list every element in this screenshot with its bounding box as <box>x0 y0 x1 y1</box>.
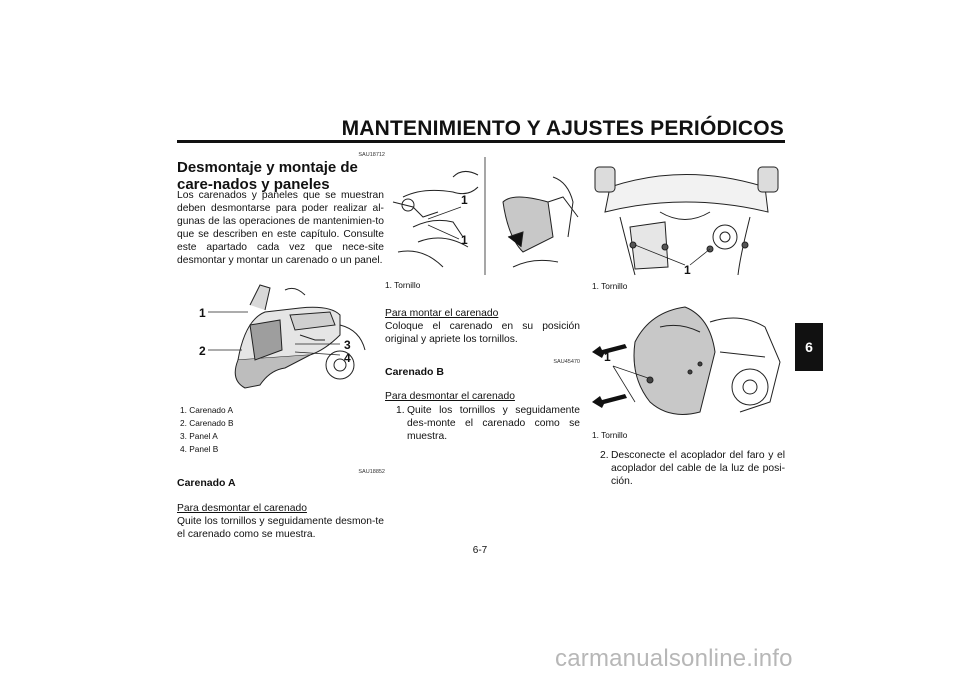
figure-callout: 1 <box>199 306 206 320</box>
step-number: 1. <box>396 405 405 416</box>
header-rule <box>177 140 785 143</box>
procedure-title: Para montar el carenado <box>385 308 499 319</box>
sub-heading: Carenado B <box>385 366 444 378</box>
figure-callout: 3 <box>344 338 351 352</box>
section-code: SAU18852 <box>358 469 385 475</box>
handlebar-figure <box>383 157 583 277</box>
chapter-tab: 6 <box>795 323 823 371</box>
watermark: carmanualsonline.info <box>555 645 793 672</box>
figure-callout: 1 <box>684 263 691 277</box>
figure-caption: 1. Tornillo <box>385 280 421 290</box>
step-text: Quite los tornillos y seguidamente des-monte el carenado como se muestra. <box>407 405 580 443</box>
intro-paragraph: Los carenados y paneles que se muestran deben desmontarse para poder realizar al-gunas de las operaciones de mantenimien-to que se describen en este capítulo. Consulte este apartado cada vez que nece-site desmontar y montar un carenado o un panel. <box>177 190 384 267</box>
figure-callout: 4 <box>344 351 351 365</box>
procedure-text: Coloque el carenado en su posición original y apriete los tornillos. <box>385 321 580 346</box>
figure-callout: 2 <box>199 344 206 358</box>
caption-item: 2. Carenado B <box>180 418 234 428</box>
sub-heading: Carenado A <box>177 477 236 489</box>
step-text: Desconecte el acoplador del faro y el acoplador del cable de la luz de posi-ción. <box>611 450 785 488</box>
figure-callout: 1 <box>461 233 468 247</box>
caption-item: 3. Panel A <box>180 431 218 441</box>
step-item <box>396 404 580 443</box>
step-number: 2. <box>600 450 609 461</box>
figure-caption: 1. Tornillo <box>592 281 628 291</box>
step-item <box>600 449 785 488</box>
front-cowl-figure <box>590 302 785 422</box>
section-heading: Desmontaje y montaje de care-nados y paneles <box>177 159 358 193</box>
page-title: MANTENIMIENTO Y AJUSTES PERIÓDICOS <box>341 117 784 140</box>
section-code: SAU45470 <box>553 359 580 365</box>
procedure-title: Para desmontar el carenado <box>385 391 515 402</box>
caption-item: 1. Carenado A <box>180 405 234 415</box>
figure-callout: 1 <box>461 193 468 207</box>
figure-callout: 1 <box>604 350 611 364</box>
figure-captions <box>180 404 234 456</box>
caption-item: 4. Panel B <box>180 444 219 454</box>
scooter-figure <box>190 280 380 390</box>
page-number: 6-7 <box>472 545 488 556</box>
procedure-text: Quite los tornillos y seguidamente desmon-te el carenado como se muestra. <box>177 516 384 541</box>
procedure-title: Para desmontar el carenado <box>177 503 307 514</box>
section-code: SAU18712 <box>358 152 385 158</box>
figure-caption: 1. Tornillo <box>592 430 628 440</box>
front-panel-figure <box>590 157 785 277</box>
